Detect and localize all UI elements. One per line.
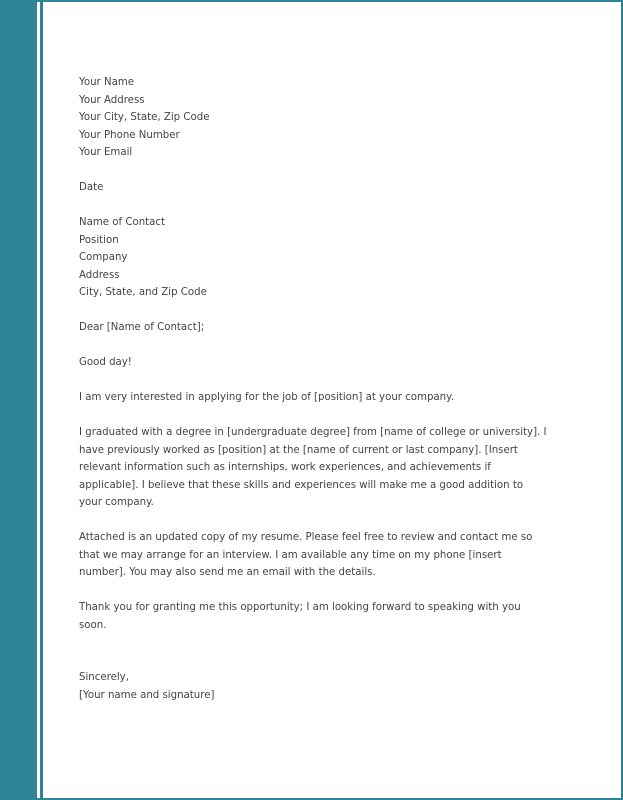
recipient-position: Position (79, 234, 119, 246)
closing: Sincerely, (79, 672, 129, 683)
side-accent-bar (2, 2, 37, 798)
body-paragraph-background: I graduated with a degree in [undergraduate degree] from [name of college or university]. I have previously worked as [position] at the [name of current or last company]. [Insert relevant information such as internships, work experiences, and achievements if applicable]. I believe that these skills and experiences will make me a good addition to your company. (79, 427, 547, 508)
recipient-block (79, 214, 549, 302)
letter-body (79, 74, 549, 704)
sender-city-state-zip: Your City, State, Zip Code (79, 112, 210, 123)
body-paragraph-intro: I am very interested in applying for the job of [position] at your company. (79, 392, 454, 403)
recipient-company: Company (79, 252, 128, 263)
sender-phone: Your Phone Number (79, 129, 180, 141)
body-paragraph-resume: Attached is an updated copy of my resume. Please feel free to review and contact me so that we may arrange for an interview. I am available any time on my phone [insert number]. You may also send me an email with the details. (79, 532, 533, 578)
body-paragraph-thanks: Thank you for granting me this opportunity; I am looking forward to speaking with you soon. (79, 602, 521, 631)
sender-name: Your Name (79, 77, 135, 88)
letter-date: Date (79, 182, 104, 193)
recipient-address: Address (79, 269, 120, 281)
sender-email: Your Email (79, 147, 133, 158)
recipient-city-state-zip: City, State, and Zip Code (79, 287, 207, 298)
side-accent-line (40, 2, 43, 798)
sender-address: Your Address (79, 94, 145, 106)
salutation: Dear [Name of Contact]; (79, 322, 205, 333)
signature: [Your name and signature] (79, 689, 215, 701)
greeting: Good day! (79, 357, 132, 368)
sender-block (79, 74, 549, 162)
recipient-name: Name of Contact (79, 217, 165, 228)
